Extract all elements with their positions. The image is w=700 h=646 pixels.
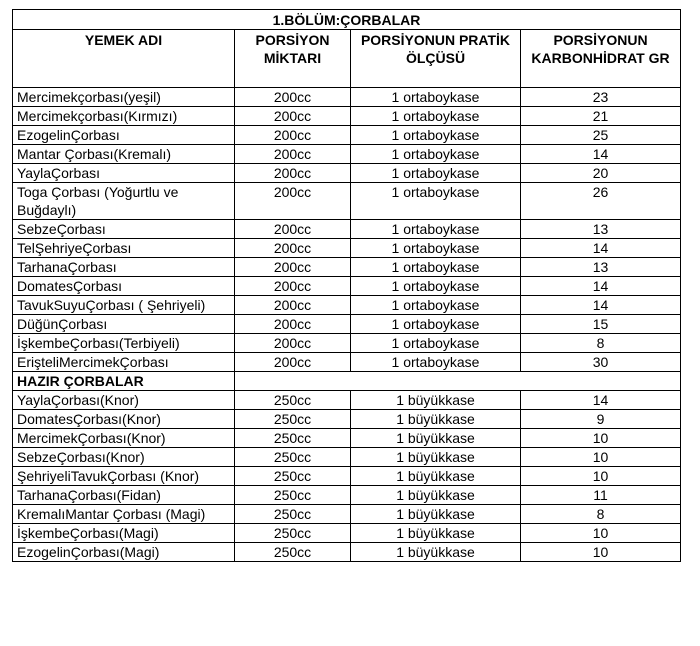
cell-measure: 1 büyükkase <box>351 486 521 505</box>
cell-food-name: ŞehriyeliTavukÇorbası (Knor) <box>13 467 235 486</box>
cell-food-name: Mercimekçorbası(Kırmızı) <box>13 107 235 126</box>
cell-carb: 13 <box>521 258 681 277</box>
table-row <box>13 505 681 524</box>
cell-carb: 14 <box>521 277 681 296</box>
cell-measure: 1 ortaboykase <box>351 126 521 145</box>
cell-measure: 1 büyükkase <box>351 429 521 448</box>
table-row <box>13 467 681 486</box>
cell-food-name: YaylaÇorbası <box>13 164 235 183</box>
cell-portion: 200cc <box>235 296 351 315</box>
cell-carb: 9 <box>521 410 681 429</box>
cell-portion: 200cc <box>235 353 351 372</box>
table-row <box>13 543 681 562</box>
cell-carb: 8 <box>521 334 681 353</box>
cell-measure: 1 ortaboykase <box>351 183 521 220</box>
cell-carb: 10 <box>521 543 681 562</box>
cell-portion: 250cc <box>235 410 351 429</box>
table-row <box>13 334 681 353</box>
cell-carb: 25 <box>521 126 681 145</box>
table-row <box>13 524 681 543</box>
cell-portion: 200cc <box>235 145 351 164</box>
cell-portion: 250cc <box>235 391 351 410</box>
cell-measure: 1 ortaboykase <box>351 258 521 277</box>
cell-food-name: EzogelinÇorbası(Magi) <box>13 543 235 562</box>
table-row <box>13 107 681 126</box>
cell-portion: 200cc <box>235 220 351 239</box>
cell-food-name: SebzeÇorbası <box>13 220 235 239</box>
table-body-soups <box>13 88 681 372</box>
cell-food-name: İşkembeÇorbası(Magi) <box>13 524 235 543</box>
cell-carb: 15 <box>521 315 681 334</box>
cell-food-name: DomatesÇorbası(Knor) <box>13 410 235 429</box>
cell-food-name: Toga Çorbası (Yoğurtlu ve Buğdaylı) <box>13 183 235 220</box>
cell-measure: 1 ortaboykase <box>351 107 521 126</box>
cell-food-name: İşkembeÇorbası(Terbiyeli) <box>13 334 235 353</box>
cell-carb: 30 <box>521 353 681 372</box>
cell-food-name: SebzeÇorbası(Knor) <box>13 448 235 467</box>
table-row <box>13 448 681 467</box>
cell-food-name: Mantar Çorbası(Kremalı) <box>13 145 235 164</box>
table-row <box>13 486 681 505</box>
table-row <box>13 220 681 239</box>
table-row <box>13 88 681 107</box>
table-row <box>13 391 681 410</box>
cell-food-name: DomatesÇorbası <box>13 277 235 296</box>
cell-carb: 10 <box>521 524 681 543</box>
table-row <box>13 126 681 145</box>
cell-portion: 250cc <box>235 448 351 467</box>
table-row <box>13 258 681 277</box>
cell-food-name: TarhanaÇorbası <box>13 258 235 277</box>
cell-measure: 1 ortaboykase <box>351 334 521 353</box>
cell-food-name: EzogelinÇorbası <box>13 126 235 145</box>
cell-carb: 14 <box>521 391 681 410</box>
cell-portion: 200cc <box>235 126 351 145</box>
cell-measure: 1 ortaboykase <box>351 220 521 239</box>
cell-food-name: TarhanaÇorbası(Fidan) <box>13 486 235 505</box>
cell-measure: 1 ortaboykase <box>351 277 521 296</box>
table-row <box>13 145 681 164</box>
cell-measure: 1 ortaboykase <box>351 239 521 258</box>
cell-portion: 200cc <box>235 334 351 353</box>
header-portion: PORSİYON MİKTARI <box>235 30 351 88</box>
cell-food-name: YaylaÇorbası(Knor) <box>13 391 235 410</box>
table-row <box>13 164 681 183</box>
cell-food-name: DüğünÇorbası <box>13 315 235 334</box>
table-row <box>13 429 681 448</box>
header-carb: PORSİYONUN KARBONHİDRAT GR <box>521 30 681 88</box>
cell-measure: 1 büyükkase <box>351 524 521 543</box>
cell-carb: 8 <box>521 505 681 524</box>
soups-table <box>12 9 681 562</box>
header-measure: PORSİYONUN PRATİK ÖLÇÜSÜ <box>351 30 521 88</box>
section-title-filler <box>235 372 681 391</box>
table-row <box>13 296 681 315</box>
cell-portion: 200cc <box>235 315 351 334</box>
cell-portion: 250cc <box>235 505 351 524</box>
cell-measure: 1 büyükkase <box>351 391 521 410</box>
cell-carb: 14 <box>521 239 681 258</box>
cell-food-name: MercimekÇorbası(Knor) <box>13 429 235 448</box>
cell-carb: 10 <box>521 467 681 486</box>
cell-portion: 250cc <box>235 486 351 505</box>
cell-portion: 200cc <box>235 239 351 258</box>
cell-food-name: Mercimekçorbası(yeşil) <box>13 88 235 107</box>
cell-measure: 1 büyükkase <box>351 410 521 429</box>
cell-portion: 200cc <box>235 164 351 183</box>
cell-portion: 200cc <box>235 88 351 107</box>
cell-portion: 200cc <box>235 258 351 277</box>
cell-carb: 26 <box>521 183 681 220</box>
cell-portion: 200cc <box>235 277 351 296</box>
cell-carb: 11 <box>521 486 681 505</box>
table-row <box>13 277 681 296</box>
cell-measure: 1 ortaboykase <box>351 164 521 183</box>
cell-food-name: KremalıMantar Çorbası (Magi) <box>13 505 235 524</box>
cell-measure: 1 ortaboykase <box>351 88 521 107</box>
cell-food-name: ErişteliMercimekÇorbası <box>13 353 235 372</box>
cell-carb: 21 <box>521 107 681 126</box>
cell-measure: 1 büyükkase <box>351 448 521 467</box>
cell-portion: 200cc <box>235 183 351 220</box>
section-title: HAZIR ÇORBALAR <box>13 372 235 391</box>
cell-portion: 250cc <box>235 467 351 486</box>
table-body-ready-soups <box>13 391 681 562</box>
cell-food-name: TavukSuyuÇorbası ( Şehriyeli) <box>13 296 235 315</box>
cell-portion: 200cc <box>235 107 351 126</box>
table-row <box>13 183 681 220</box>
cell-carb: 10 <box>521 429 681 448</box>
table-row <box>13 410 681 429</box>
cell-carb: 14 <box>521 296 681 315</box>
cell-measure: 1 büyükkase <box>351 467 521 486</box>
table-title: 1.BÖLÜM:ÇORBALAR <box>13 10 681 30</box>
cell-carb: 13 <box>521 220 681 239</box>
cell-carb: 14 <box>521 145 681 164</box>
table-row <box>13 239 681 258</box>
cell-measure: 1 ortaboykase <box>351 296 521 315</box>
cell-food-name: TelŞehriyeÇorbası <box>13 239 235 258</box>
cell-measure: 1 ortaboykase <box>351 315 521 334</box>
cell-portion: 250cc <box>235 429 351 448</box>
cell-measure: 1 büyükkase <box>351 543 521 562</box>
cell-carb: 23 <box>521 88 681 107</box>
header-name: YEMEK ADI <box>13 30 235 88</box>
cell-portion: 250cc <box>235 524 351 543</box>
cell-measure: 1 ortaboykase <box>351 145 521 164</box>
table-row <box>13 315 681 334</box>
cell-measure: 1 büyükkase <box>351 505 521 524</box>
cell-portion: 250cc <box>235 543 351 562</box>
table-row <box>13 353 681 372</box>
cell-carb: 20 <box>521 164 681 183</box>
cell-carb: 10 <box>521 448 681 467</box>
cell-measure: 1 ortaboykase <box>351 353 521 372</box>
